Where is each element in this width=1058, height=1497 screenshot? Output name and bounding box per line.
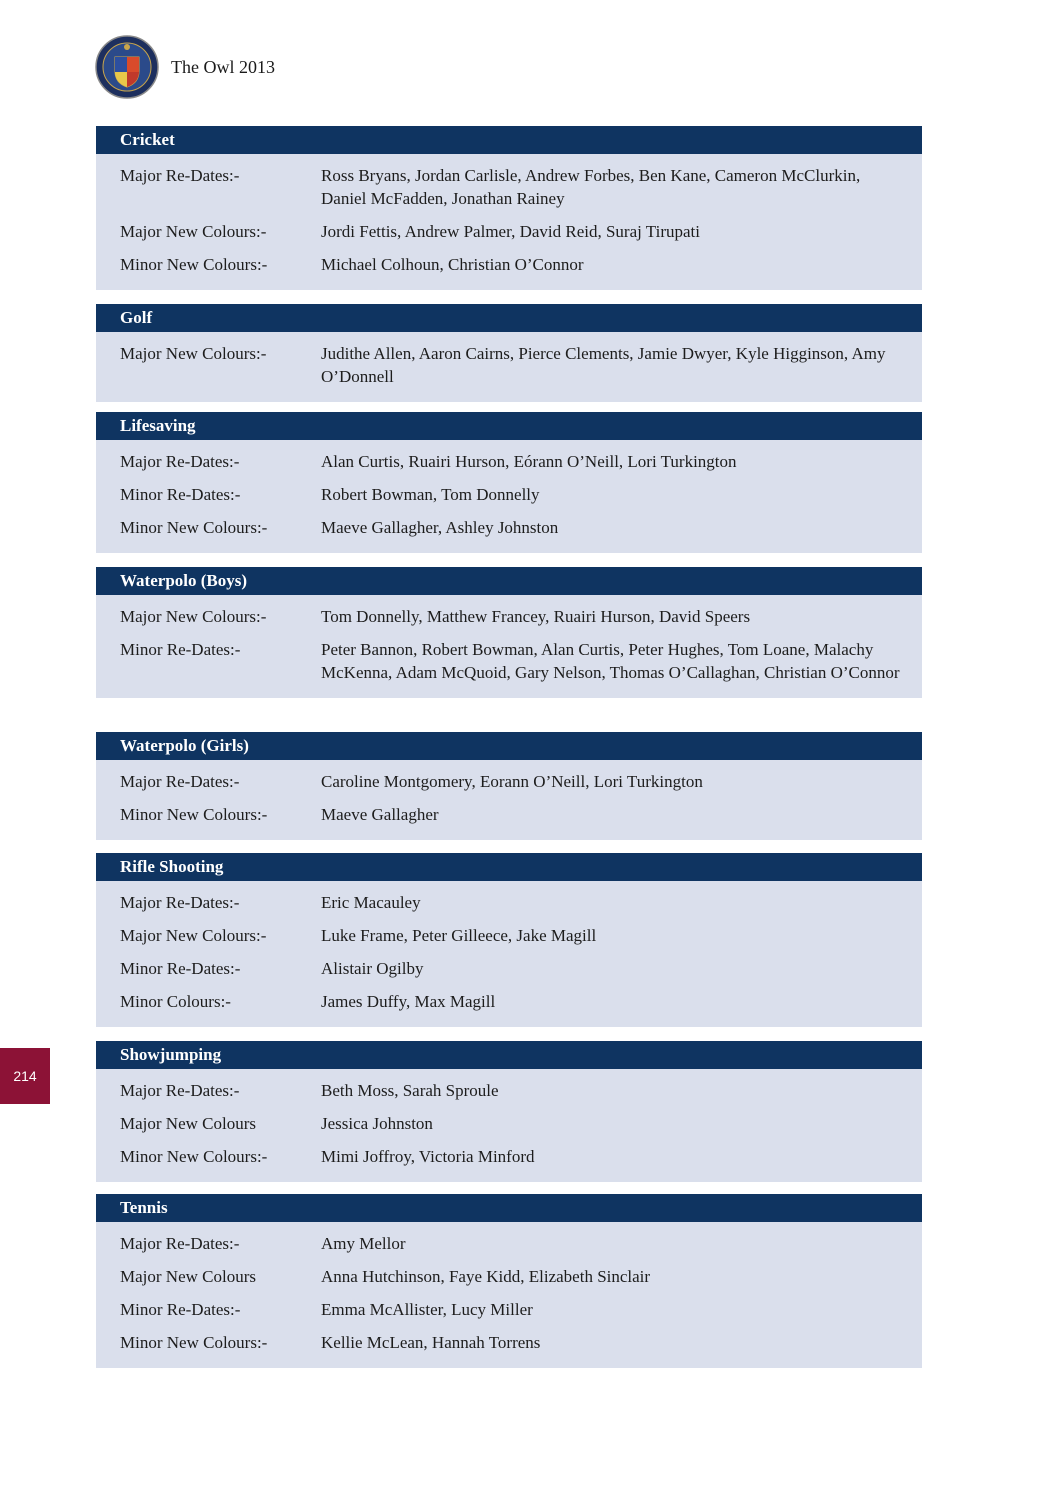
award-rows <box>96 1222 922 1368</box>
award-recipients: Robert Bowman, Tom Donnelly <box>321 485 540 504</box>
award-recipients: Maeve Gallagher, Ashley Johnston <box>321 518 559 537</box>
award-recipients: James Duffy, Max Magill <box>321 992 496 1011</box>
award-row <box>96 512 922 545</box>
section-waterpolo-boys <box>96 567 922 698</box>
section-title: Cricket <box>96 126 922 154</box>
award-row <box>96 1075 922 1108</box>
section-waterpolo-girls <box>96 732 922 840</box>
award-row <box>96 887 922 920</box>
award-category: Major New Colours:- <box>120 926 267 945</box>
award-recipients: Caroline Montgomery, Eorann O’Neill, Lori Turkington <box>321 772 703 791</box>
award-rows <box>96 332 922 402</box>
award-category: Major Re-Dates:- <box>120 452 240 471</box>
award-row <box>96 1294 922 1327</box>
award-recipients: Judithe Allen, Aaron Cairns, Pierce Clements, Jamie Dwyer, Kyle Higginson, Amy O’Donnell <box>321 344 886 386</box>
section-title: Waterpolo (Boys) <box>96 567 922 595</box>
award-recipients: Alan Curtis, Ruairi Hurson, Eórann O’Neill, Lori Turkington <box>321 452 737 471</box>
award-recipients: Ross Bryans, Jordan Carlisle, Andrew Forbes, Ben Kane, Cameron McClurkin, Daniel McFadden, Jonathan Rainey <box>321 166 861 208</box>
award-row <box>96 766 922 799</box>
award-category: Major New Colours <box>120 1114 256 1133</box>
section-title: Golf <box>96 304 922 332</box>
award-category: Major New Colours:- <box>120 344 267 363</box>
school-crest-logo <box>95 35 159 99</box>
award-row <box>96 160 922 216</box>
award-category: Minor New Colours:- <box>120 805 268 824</box>
award-rows <box>96 440 922 553</box>
award-rows <box>96 760 922 840</box>
award-category: Major New Colours <box>120 1267 256 1286</box>
page-number-tab <box>0 1048 50 1104</box>
award-recipients: Michael Colhoun, Christian O’Connor <box>321 255 584 274</box>
award-rows <box>96 154 922 290</box>
award-category: Major New Colours:- <box>120 222 267 241</box>
award-recipients: Peter Bannon, Robert Bowman, Alan Curtis, Peter Hughes, Tom Loane, Malachy McKenna, Adam McQuoid, Gary Nelson, Thomas O’Callaghan, Christian O’Connor <box>321 640 900 682</box>
publication-title: The Owl 2013 <box>171 56 275 77</box>
award-category: Minor New Colours:- <box>120 518 268 537</box>
award-category: Minor Re-Dates:- <box>120 485 241 504</box>
section-title: Showjumping <box>96 1041 922 1069</box>
award-category: Minor Re-Dates:- <box>120 640 241 659</box>
award-row <box>96 249 922 282</box>
award-recipients: Anna Hutchinson, Faye Kidd, Elizabeth Sinclair <box>321 1267 651 1286</box>
award-row <box>96 338 922 394</box>
section-title: Waterpolo (Girls) <box>96 732 922 760</box>
award-row <box>96 1141 922 1174</box>
award-category: Major New Colours:- <box>120 607 267 626</box>
award-recipients: Emma McAllister, Lucy Miller <box>321 1300 533 1319</box>
section-title: Tennis <box>96 1194 922 1222</box>
section-golf <box>96 304 922 402</box>
award-rows <box>96 595 922 698</box>
award-recipients: Luke Frame, Peter Gilleece, Jake Magill <box>321 926 597 945</box>
page-header <box>95 35 275 99</box>
award-row <box>96 1108 922 1141</box>
award-row <box>96 216 922 249</box>
award-category: Minor Re-Dates:- <box>120 959 241 978</box>
section-title: Rifle Shooting <box>96 853 922 881</box>
award-recipients: Eric Macauley <box>321 893 421 912</box>
award-row <box>96 634 922 690</box>
award-recipients: Beth Moss, Sarah Sproule <box>321 1081 499 1100</box>
award-row <box>96 601 922 634</box>
award-category: Major Re-Dates:- <box>120 1234 240 1253</box>
award-category: Minor New Colours:- <box>120 1147 268 1166</box>
section-rifle-shooting <box>96 853 922 1027</box>
award-category: Major Re-Dates:- <box>120 166 240 185</box>
award-recipients: Tom Donnelly, Matthew Francey, Ruairi Hurson, David Speers <box>321 607 751 626</box>
award-category: Minor New Colours:- <box>120 1333 268 1352</box>
award-category: Major Re-Dates:- <box>120 772 240 791</box>
award-row <box>96 446 922 479</box>
award-category: Major Re-Dates:- <box>120 1081 240 1100</box>
award-row <box>96 953 922 986</box>
award-row <box>96 479 922 512</box>
section-tennis <box>96 1194 922 1368</box>
award-recipients: Jordi Fettis, Andrew Palmer, David Reid, Suraj Tirupati <box>321 222 700 241</box>
award-recipients: Alistair Ogilby <box>321 959 424 978</box>
award-recipients: Maeve Gallagher <box>321 805 439 824</box>
award-category: Minor New Colours:- <box>120 255 268 274</box>
award-category: Major Re-Dates:- <box>120 893 240 912</box>
award-row <box>96 986 922 1019</box>
award-row <box>96 799 922 832</box>
award-row <box>96 1327 922 1360</box>
award-row <box>96 1228 922 1261</box>
award-recipients: Mimi Joffroy, Victoria Minford <box>321 1147 535 1166</box>
award-row <box>96 1261 922 1294</box>
section-title: Lifesaving <box>96 412 922 440</box>
section-lifesaving <box>96 412 922 553</box>
award-recipients: Jessica Johnston <box>321 1114 433 1133</box>
award-row <box>96 920 922 953</box>
award-recipients: Amy Mellor <box>321 1234 406 1253</box>
section-cricket <box>96 126 922 290</box>
award-rows <box>96 1069 922 1182</box>
award-category: Minor Re-Dates:- <box>120 1300 241 1319</box>
award-recipients: Kellie McLean, Hannah Torrens <box>321 1333 541 1352</box>
award-rows <box>96 881 922 1027</box>
award-category: Minor Colours:- <box>120 992 231 1011</box>
page-number: 214 <box>13 1068 37 1084</box>
section-showjumping <box>96 1041 922 1182</box>
